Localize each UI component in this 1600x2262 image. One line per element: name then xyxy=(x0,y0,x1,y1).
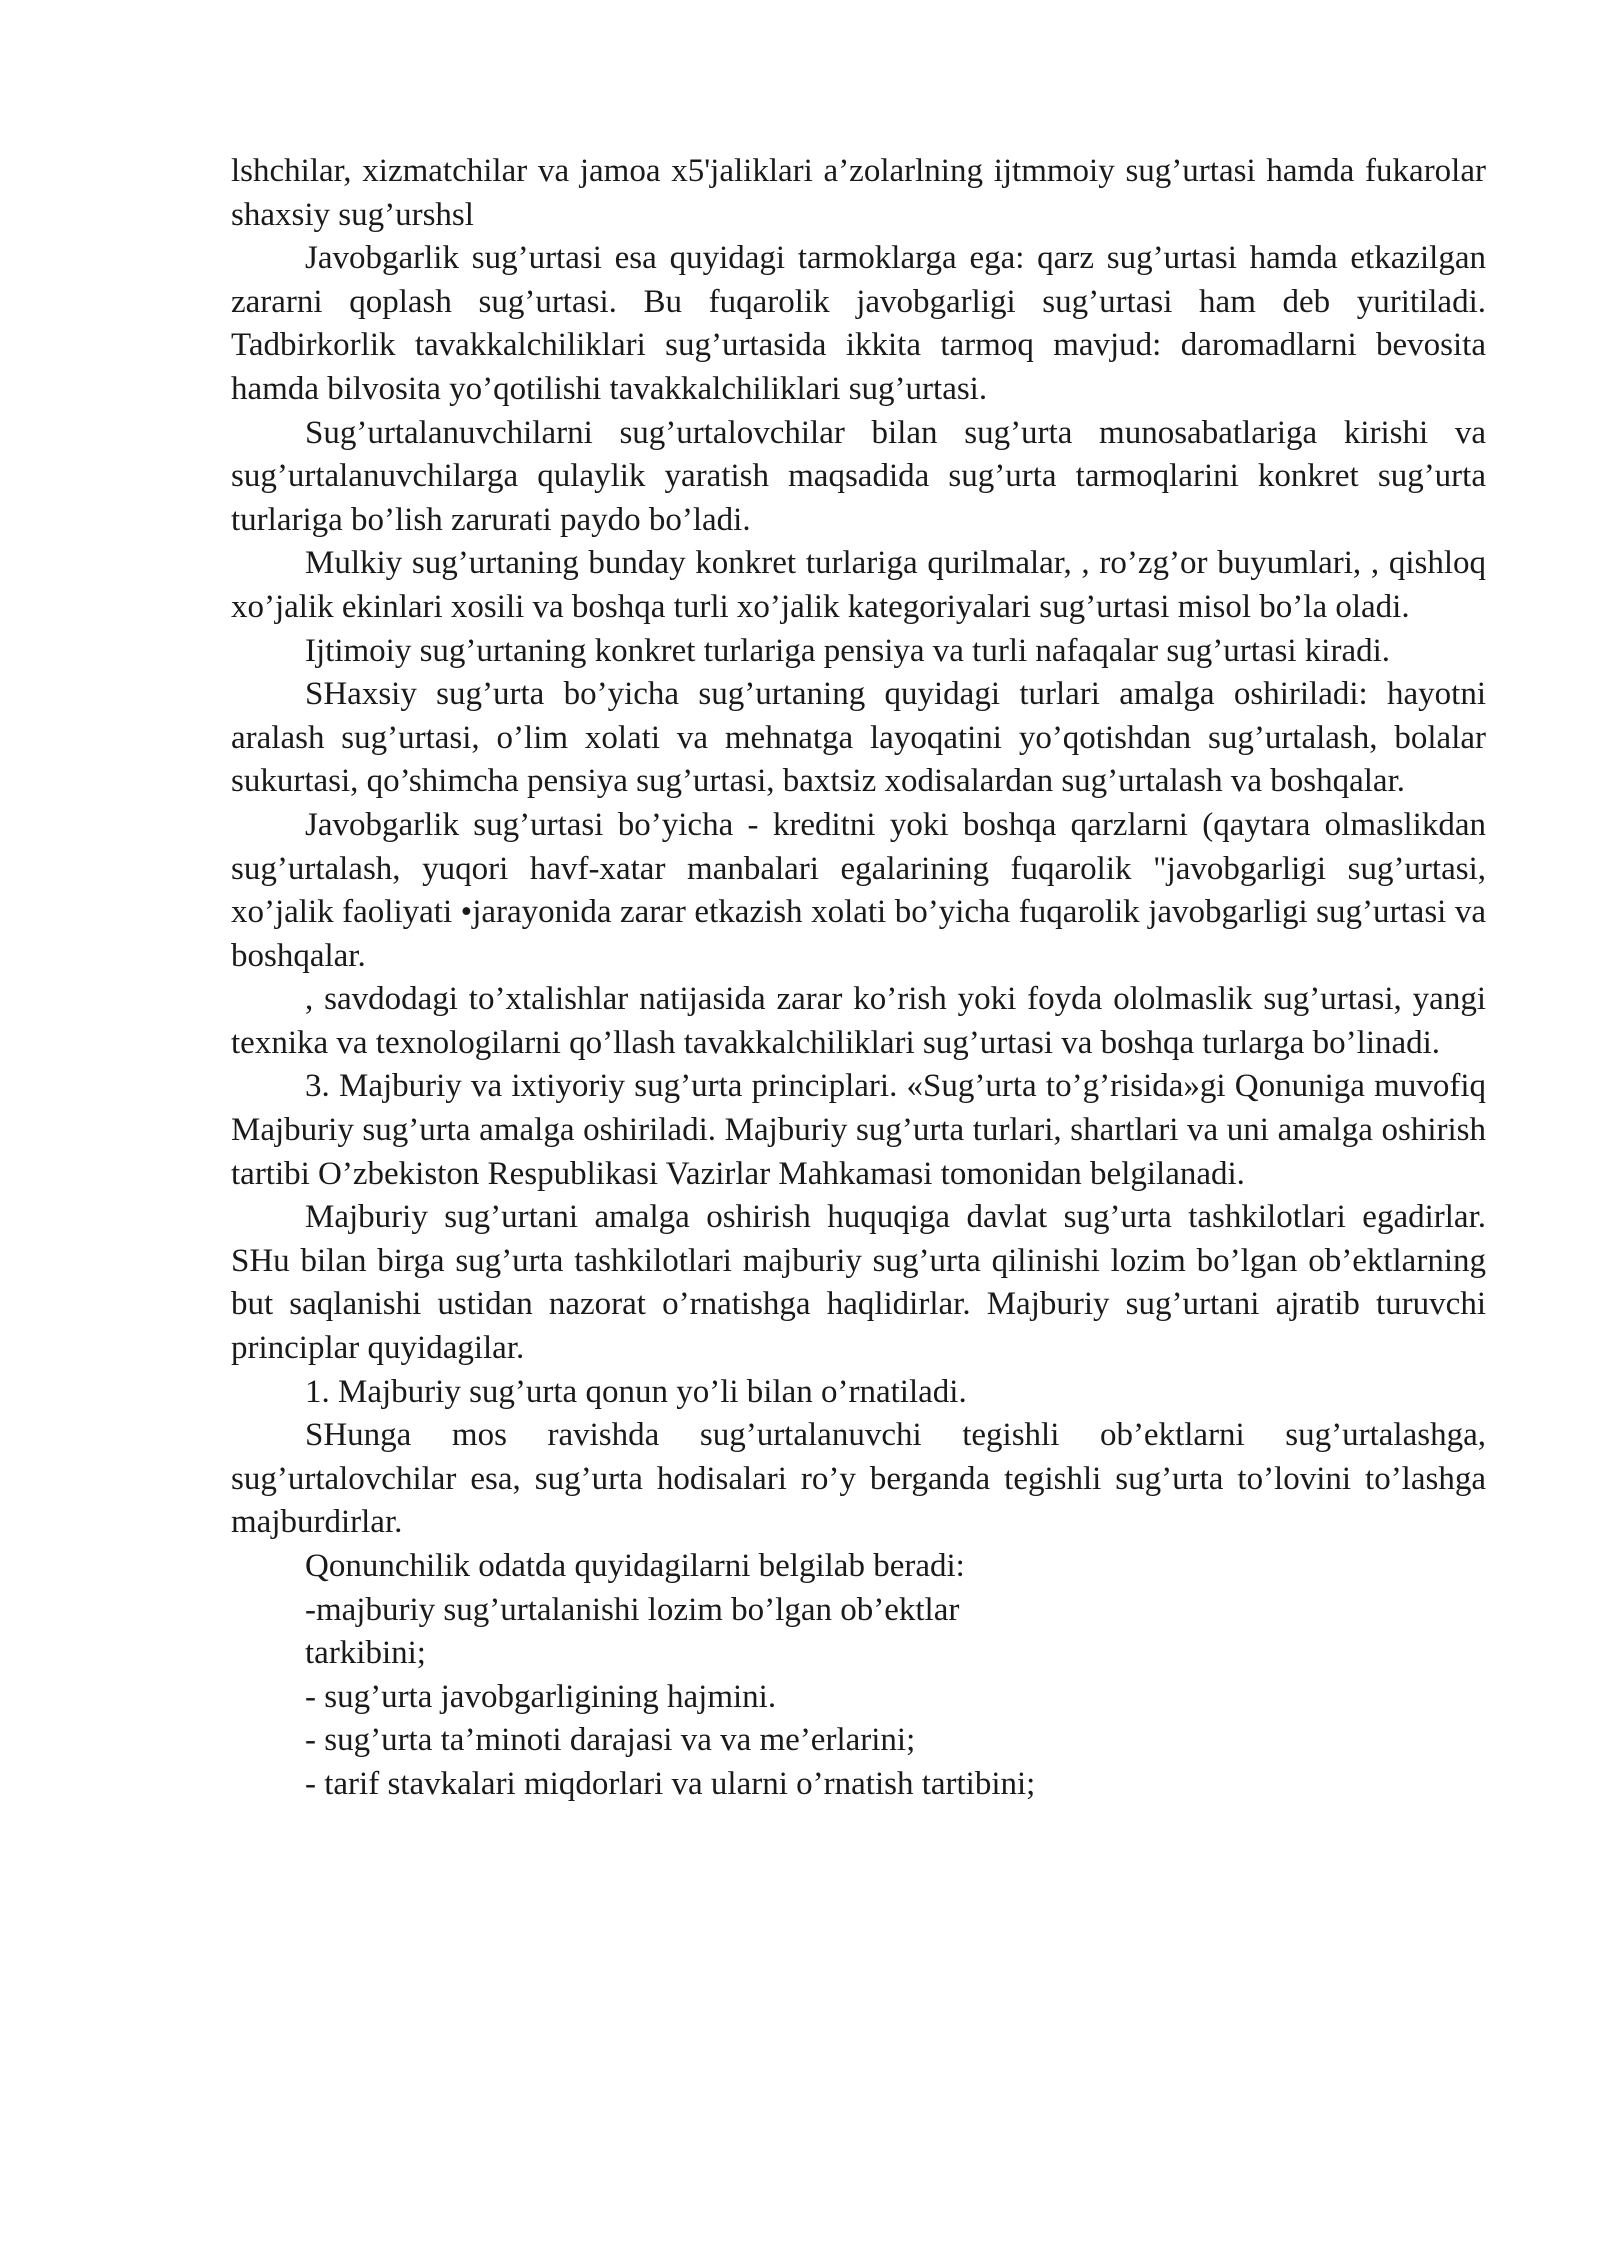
list-item: - sug’urta javobgarligining hajmini. xyxy=(305,1678,777,1715)
paragraph-1: lshchilar, xizmatchilar va jamoa x5'jaliklari a’zolarlning ijtmmoiy sug’urtasi hamda fukarolar shaxsiy sug’urshsl xyxy=(231,153,1486,233)
paragraph-5: Ijtimoiy sug’urtaning konkret turlariga pensiya va turli nafaqalar sug’urtasi kiradi. xyxy=(305,632,1391,669)
paragraph-2: Javobgarlik sug’urtasi esa quyidagi tarmoklarga ega: qarz sug’urtasi hamda etkazilgan zararni qoplash sug’urtasi. Bu fuqarolik javobgarligi sug’urtasi ham deb yuritiladi. Tadbirkorlik tavakkalchiliklari sug’urtasida ikkita tarmoq mavjud: daromadlarni bevosita hamda bilvosita yo’qotilishi tavakkalchiliklari sug’urtasi. xyxy=(231,240,1486,407)
list-item: - tarif stavkalari miqdorlari va ularni o’rnatish tartibini; xyxy=(305,1765,1036,1802)
requirements-list xyxy=(305,1589,1486,1807)
paragraph-10: Majburiy sug’urtani amalga oshirish huquqiga davlat sug’urta tashkilotlari egadirlar. SHu bilan birga sug’urta tashkilotlari majburiy sug’urta qilinishi lozim bo’lgan ob’ektlarning but saqlanishi ustidan nazorat o’rnatishga haqlidirlar. Majburiy sug’urtani ajratib turuvchi principlar quyidagilar. xyxy=(231,1199,1486,1367)
paragraph-6: SHaxsiy sug’urta bo’yicha sug’urtaning quyidagi turlari amalga oshiriladi: hayotni aralash sug’urtasi, o’lim xolati va mehnatga layoqatini yo’qotishdan sug’urtalash, bolalar sukurtasi, qo’shimcha pensiya sug’urtasi, baxtsiz xodisalardan sug’urtalash va boshqalar. xyxy=(231,676,1486,800)
paragraph-9: 3. Majburiy va ixtiyoriy sug’urta principlari. «Sug’urta to’g’risida»gi Qonuniga muvofiq Majburiy sug’urta amalga oshiriladi. Majburiy sug’urta turlari, shartlari va uni amalga oshirish tartibi O’zbekiston Respublikasi Vazirlar Mahkamasi tomonidan belgilanadi. xyxy=(231,1068,1486,1192)
paragraph-3: Sug’urtalanuvchilarni sug’urtalovchilar bilan sug’urta munosabatlariga kirishi va sug’urtalanuvchilarga qulaylik yaratish maqsadida sug’urta tarmoqlarini konkret sug’urta turlariga bo’lish zarurati paydo bo’ladi. xyxy=(231,414,1486,538)
paragraph-12: SHunga mos ravishda sug’urtalanuvchi tegishli ob’ektlarni sug’urtalashga, sug’urtalovchilar esa, sug’urta hodisalari ro’y berganda tegishli sug’urta to’lovini to’lashga majburdirlar. xyxy=(231,1417,1486,1541)
paragraph-7: Javobgarlik sug’urtasi bo’yicha - kreditni yoki boshqa qarzlarni (qaytara olmaslikdan sug’urtalash, yuqori havf-xatar manbalari egalarining fuqarolik "javobgarligi sug’urtasi, xo’jalik faoliyati •jarayonida zarar etkazish xolati bo’yicha fuqarolik javobgarligi sug’urtasi va boshqalar. xyxy=(231,806,1486,974)
list-item: -majburiy sug’urtalanishi lozim bo’lgan ob’ektlar tarkibini; xyxy=(305,1591,960,1672)
list-item: - sug’urta ta’minoti darajasi va va me’erlarini; xyxy=(305,1722,916,1759)
paragraph-4: Mulkiy sug’urtaning bunday konkret turlariga qurilmalar, , ro’zg’or buyumlari, , qishloq xo’jalik ekinlari xosili va boshqa turli xo’jalik kategoriyalari sug’urtasi misol bo’la oladi. xyxy=(231,545,1486,625)
document-page xyxy=(231,150,1486,1807)
paragraph-11: 1. Majburiy sug’urta qonun yo’li bilan o’rnatiladi. xyxy=(305,1373,967,1410)
paragraph-13: Qonunchilik odatda quyidagilarni belgilab beradi: xyxy=(305,1548,965,1584)
paragraph-8: , savdodagi to’xtalishlar natijasida zarar ko’rish yoki foyda ololmaslik sug’urtasi, yangi texnika va texnologilarni qo’llash tavakkalchiliklari sug’urtasi va boshqa turlarga bo’linadi. xyxy=(231,981,1486,1061)
